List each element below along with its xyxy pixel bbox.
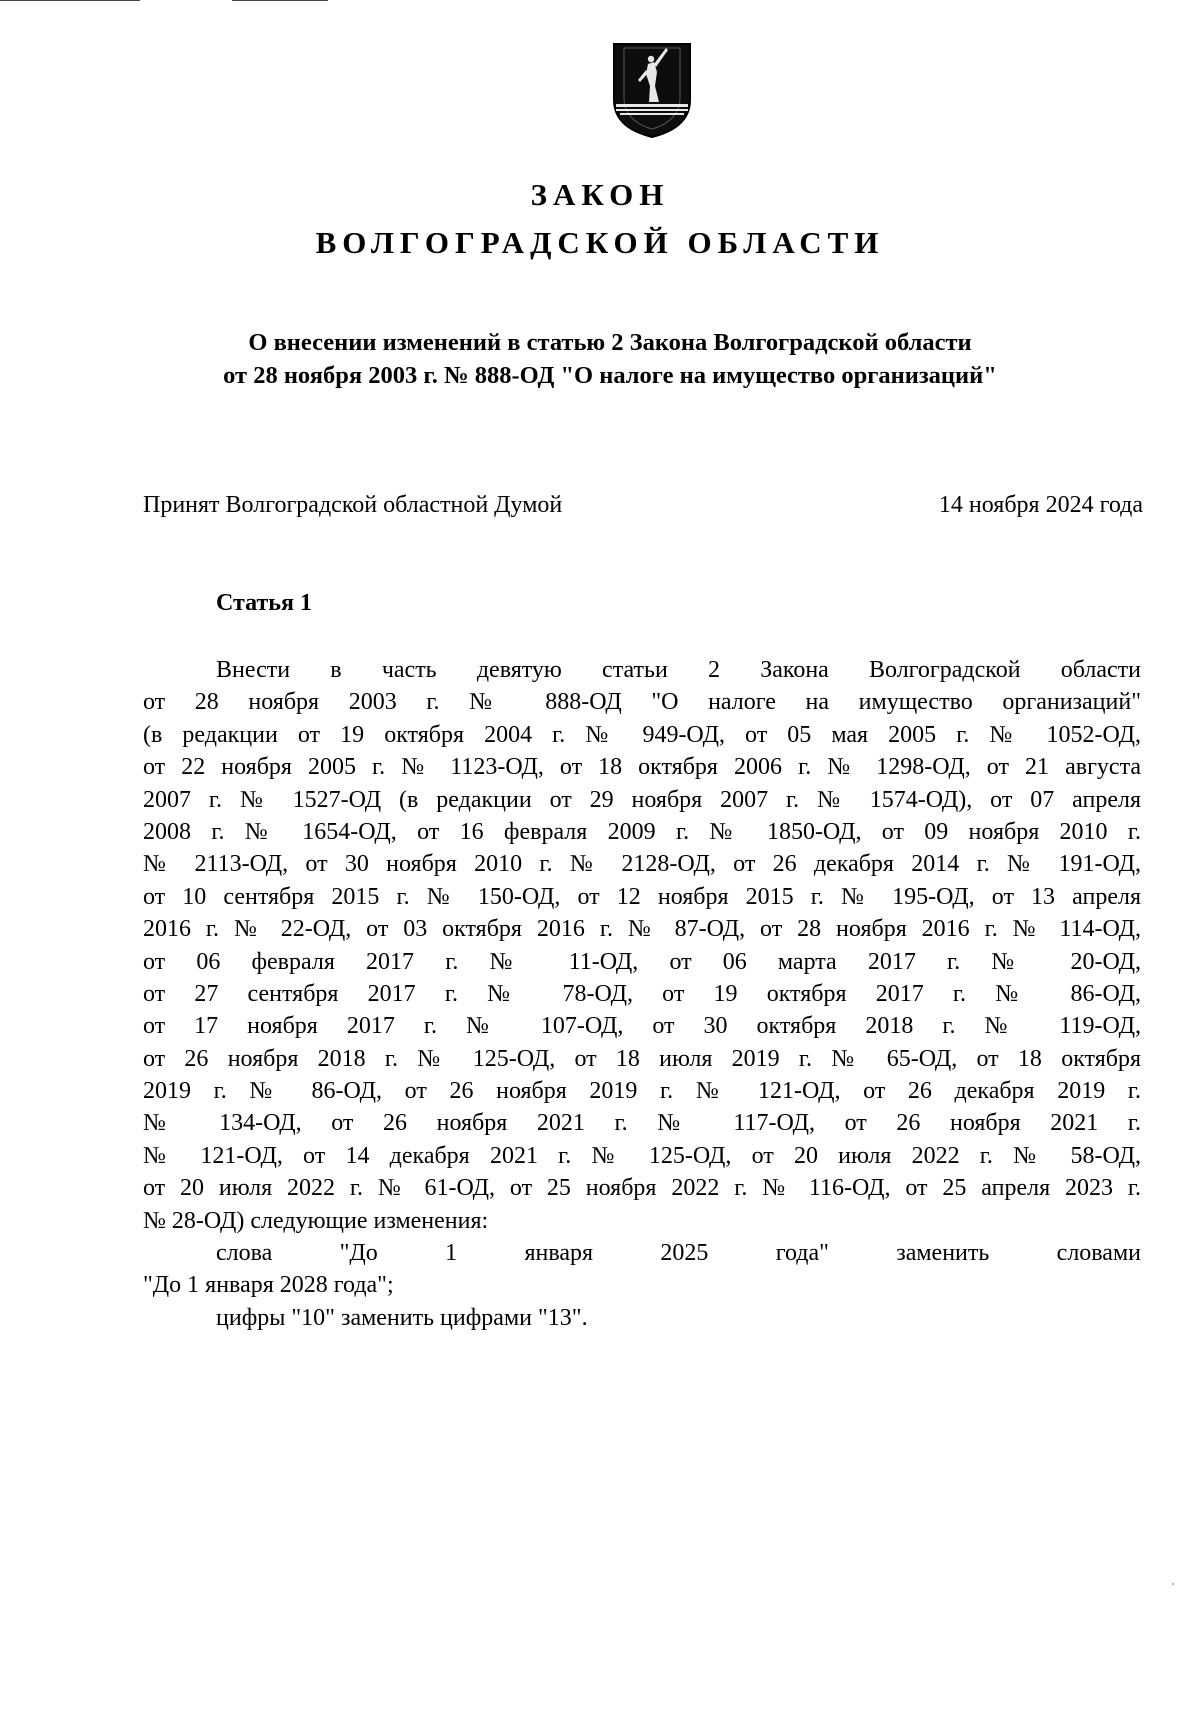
change-item-2: цифры "10" заменить цифрами "13". (216, 1304, 588, 1331)
article-line: 2008 г. № 1654-ОД, от 16 февраля 2009 г. № 1850-ОД, от 09 ноября 2010 г. (143, 818, 1141, 845)
article-line: от 20 июля 2022 г. № 61-ОД, от 25 ноября 2022 г. № 116-ОД, от 25 апреля 2023 г. (143, 1175, 1141, 1202)
law-subject-line: О внесении изменений в статью 2 Закона Волгоградской области (248, 329, 972, 356)
article-line: от 26 ноября 2018 г. № 125-ОД, от 18 июля 2019 г. № 65-ОД, от 18 октября (143, 1045, 1141, 1072)
adopted-by: Принят Волгоградской областной Думой (143, 492, 563, 518)
law-subject (150, 326, 1070, 392)
volgograd-emblem-icon (610, 42, 694, 138)
law-subject-line: от 28 ноября 2003 г. № 888-ОД "О налоге на имущество организаций" (223, 362, 997, 389)
article-line: 2007 г. № 1527-ОД (в редакции от 29 ноября 2007 г. № 1574-ОД), от 07 апреля (143, 786, 1141, 813)
article-line: Внести в часть девятую статьи 2 Закона Волгоградской области (216, 657, 1141, 683)
article-line: № 28-ОД) следующие изменения: (143, 1207, 489, 1234)
article-line: от 27 сентября 2017 г. № 78-ОД, от 19 октября 2017 г. № 86-ОД, (143, 980, 1141, 1007)
article-body (143, 654, 1141, 1334)
scan-speck (1172, 1583, 1174, 1585)
article-line: № 134-ОД, от 26 ноября 2021 г. № 117-ОД, от 26 ноября 2021 г. (143, 1110, 1141, 1137)
change-item-1: слова "До 1 января 2025 года" заменить словами (216, 1240, 1141, 1267)
change-item-1-cont: "До 1 января 2028 года"; (143, 1272, 394, 1299)
article-line: от 22 ноября 2005 г. № 1123-ОД, от 18 октября 2006 г. № 1298-ОД, от 21 августа (143, 754, 1141, 781)
article-line: от 10 сентября 2015 г. № 150-ОД, от 12 ноября 2015 г. № 195-ОД, от 13 апреля (143, 883, 1141, 910)
adopted-date: 14 ноября 2024 года (938, 492, 1143, 518)
article-line: от 06 февраля 2017 г. № 11-ОД, от 06 марта 2017 г. № 20-ОД, (143, 948, 1141, 975)
law-title: ЗАКОН (530, 177, 670, 212)
article-line: 2016 г. № 22-ОД, от 03 октября 2016 г. № 87-ОД, от 28 ноября 2016 г. № 114-ОД, (143, 916, 1141, 943)
article-line: от 17 ноября 2017 г. № 107-ОД, от 30 октября 2018 г. № 119-ОД, (143, 1013, 1141, 1040)
article-heading: Статья 1 (216, 590, 312, 616)
coat-of-arms-emblem (610, 42, 694, 138)
article-line: (в редакции от 19 октября 2004 г. № 949-ОД, от 05 мая 2005 г. № 1052-ОД, (143, 721, 1141, 748)
scan-edge (0, 0, 1200, 2)
article-line: от 28 ноября 2003 г. № 888-ОД "О налоге на имущество организаций" (143, 689, 1141, 716)
article-line: 2019 г. № 86-ОД, от 26 ноября 2019 г. № 121-ОД, от 26 декабря 2019 г. (143, 1078, 1141, 1105)
article-line: № 2113-ОД, от 30 ноября 2010 г. № 2128-ОД, от 26 декабря 2014 г. № 191-ОД, (143, 851, 1141, 878)
article-line: № 121-ОД, от 14 декабря 2021 г. № 125-ОД, от 20 июля 2022 г. № 58-ОД, (143, 1142, 1141, 1169)
law-region: ВОЛГОГРАДСКОЙ ОБЛАСТИ (315, 225, 885, 260)
